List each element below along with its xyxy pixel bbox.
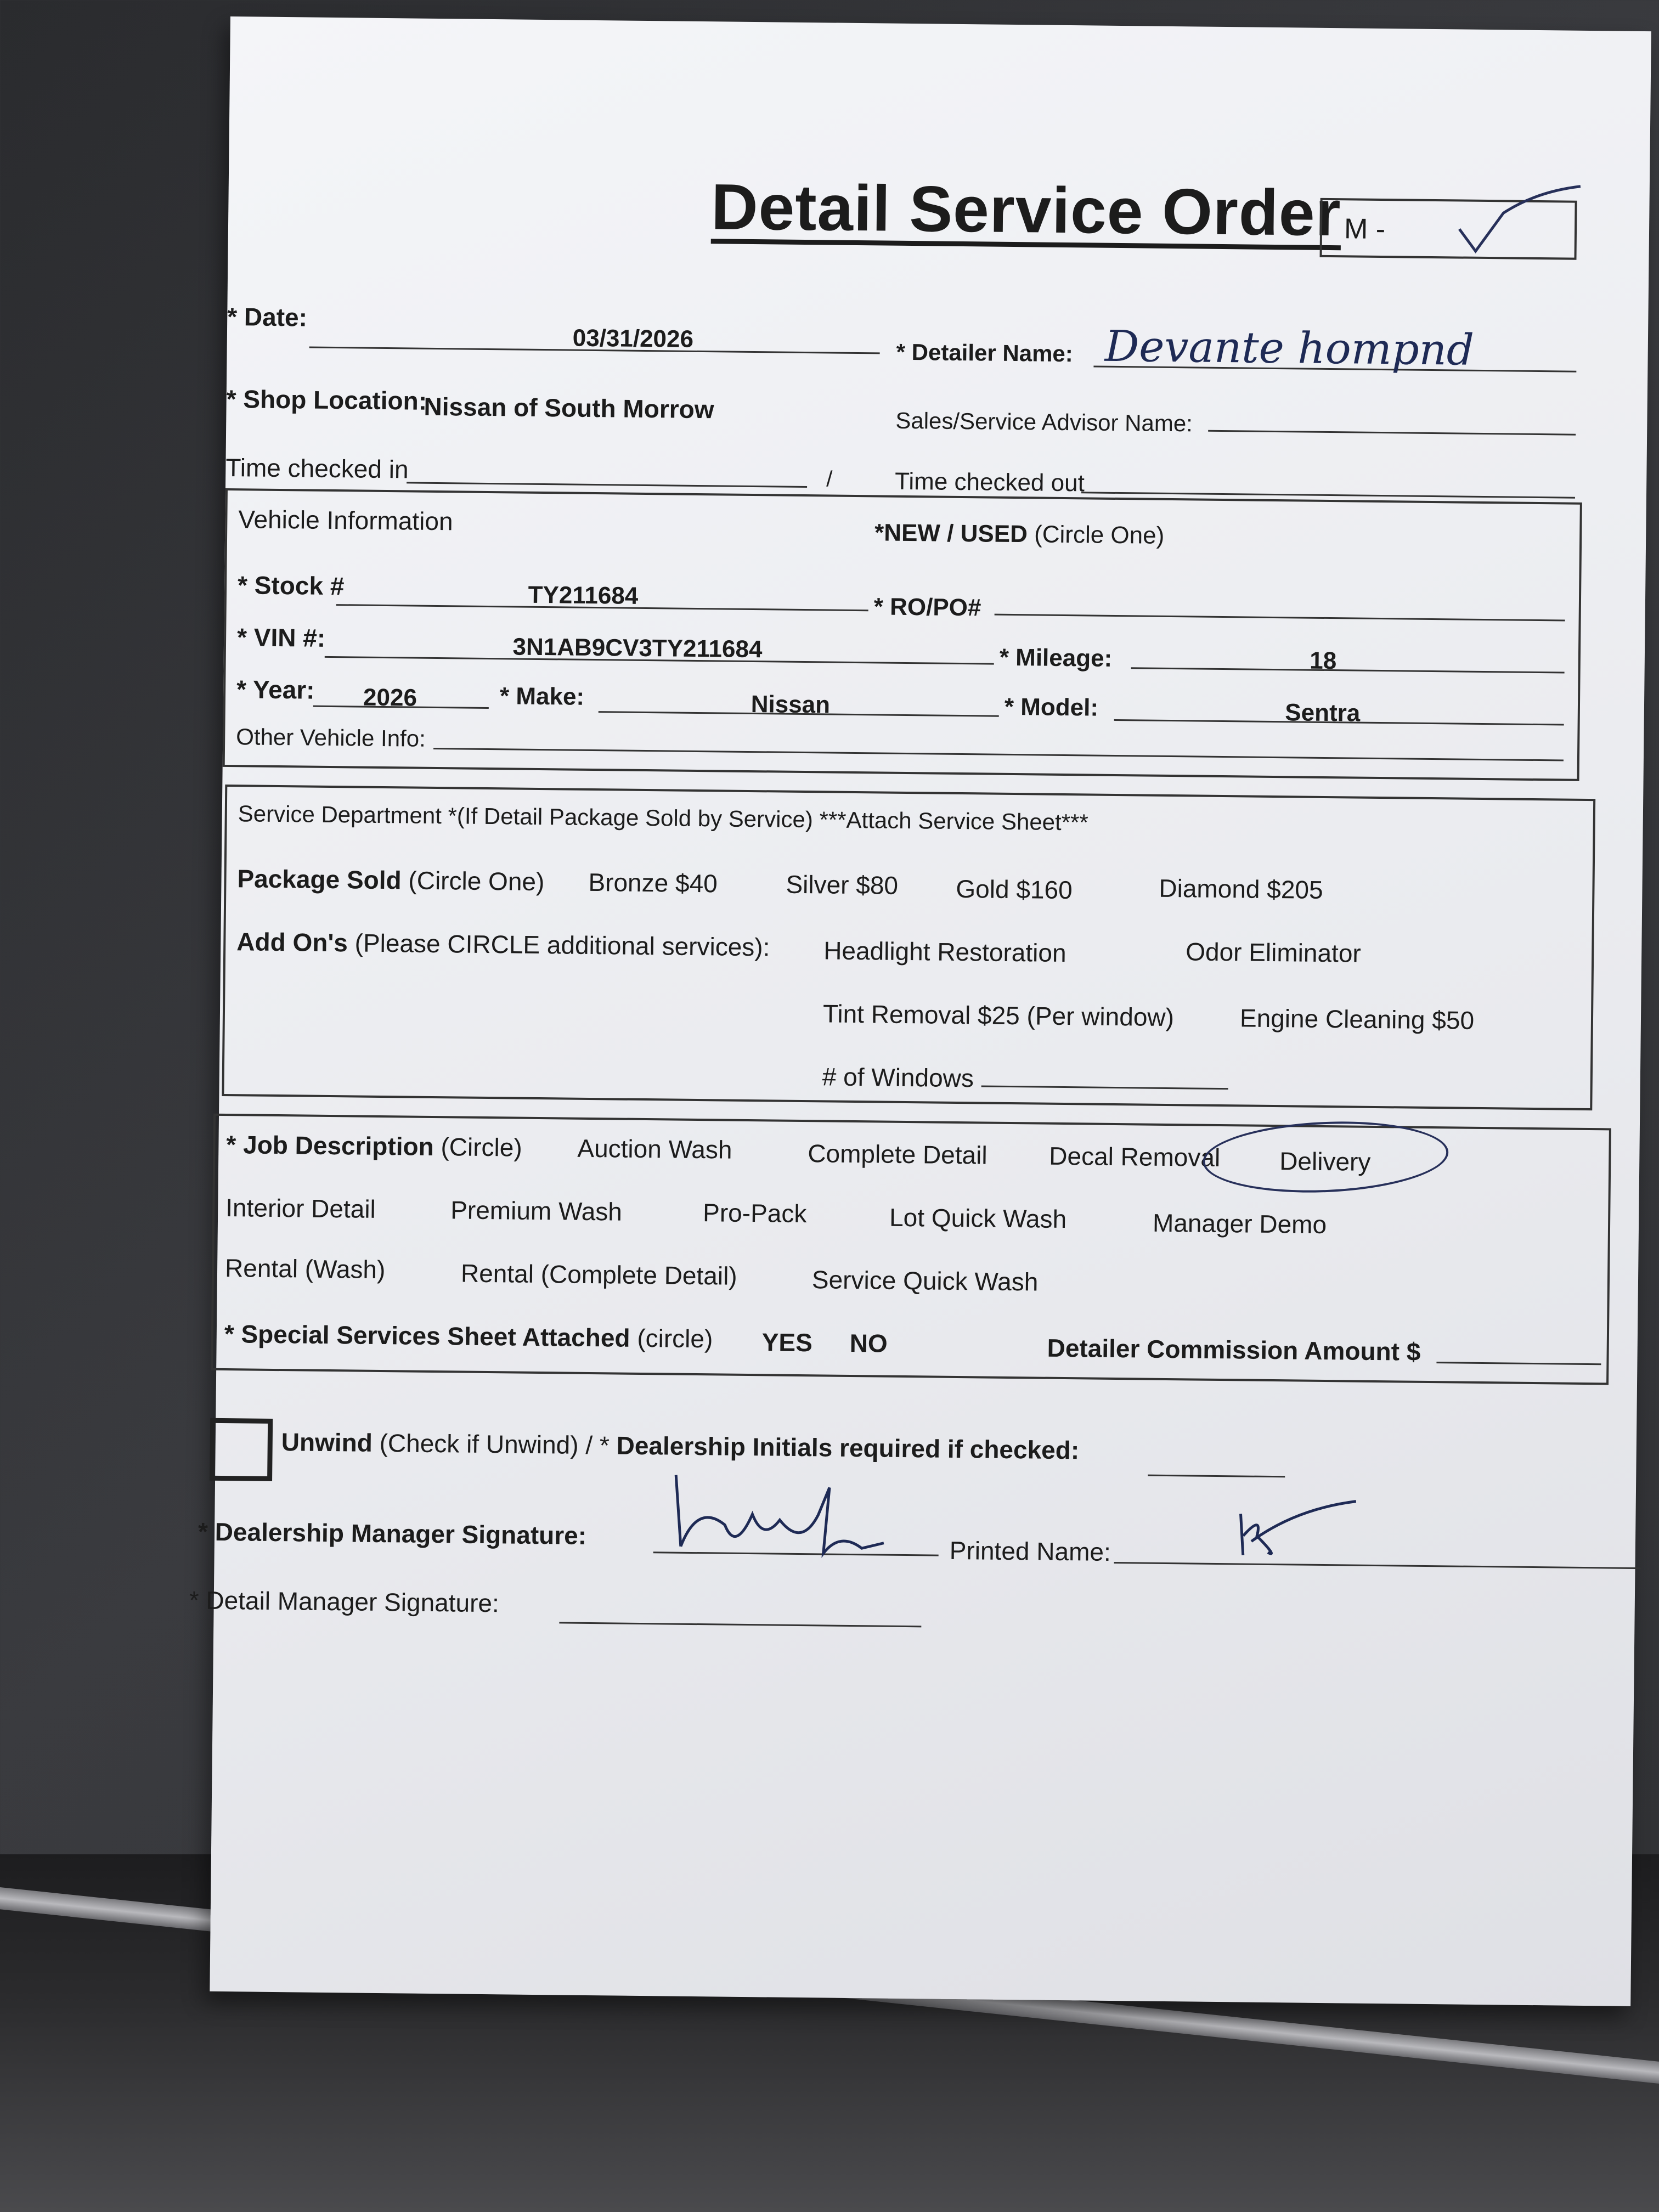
add-ons-field [236,927,770,962]
job-auction-wash[interactable]: Auction Wash [577,1133,732,1164]
stock-value[interactable]: TY211684 [528,581,639,610]
package-diamond[interactable]: Diamond $205 [1159,873,1323,904]
new-used-label: *NEW / USED [874,519,1028,548]
job-rental-complete-detail[interactable]: Rental (Complete Detail) [460,1259,737,1290]
addon-odor-eliminator[interactable]: Odor Eliminator [1185,937,1362,968]
special-services-field [224,1319,713,1353]
job-delivery[interactable]: Delivery [1279,1147,1371,1176]
service-order-sheet [189,16,1651,2006]
new-used-note: (Circle One) [1034,521,1165,549]
job-pro-pack[interactable]: Pro-Pack [702,1198,807,1228]
add-ons-label: Add On's [236,927,348,957]
special-services-label: * Special Services Sheet Attached [224,1319,630,1352]
job-complete-detail[interactable]: Complete Detail [808,1139,988,1170]
initials-line[interactable] [1148,1475,1285,1478]
package-silver[interactable]: Silver $80 [786,870,899,900]
unwind-field [281,1427,1080,1465]
date-label: * Date: [227,302,308,332]
model-label: * Model: [1004,693,1099,721]
vehicle-section-label: Vehicle Information [238,505,453,536]
time-slash: / [826,467,833,492]
year-label: * Year: [236,675,315,704]
ro-po-line[interactable] [995,614,1565,622]
model-value[interactable]: Sentra [1285,699,1361,727]
other-info-line[interactable] [433,748,1564,761]
shop-location-label: * Shop Location: [226,384,427,415]
commission-label: Detailer Commission Amount $ [1047,1333,1421,1366]
make-value[interactable]: Nissan [751,691,831,719]
form-title: Detail Service Order [710,171,1342,250]
unwind-checkbox[interactable] [210,1418,273,1481]
m-number-box [1320,198,1577,260]
add-ons-note: (Please CIRCLE additional services): [354,928,770,962]
detailer-name-label: * Detailer Name: [896,338,1074,367]
new-used-field[interactable] [874,519,1165,550]
stock-label: * Stock # [237,571,345,601]
vehicle-information-box [223,488,1582,781]
advisor-name-line[interactable] [1208,430,1576,436]
time-in-label: Time checked in [225,453,409,484]
job-rental-wash[interactable]: Rental (Wash) [224,1254,386,1284]
detail-manager-signature-label: * Detail Manager Signature: [189,1585,500,1618]
printed-name-scribble [1229,1497,1362,1565]
advisor-name-label: Sales/Service Advisor Name: [895,407,1193,437]
manager-signature-label: * Dealership Manager Signature: [198,1517,587,1550]
checkmark-scribble [1454,179,1586,258]
special-services-note: (circle) [637,1323,713,1353]
unwind-note: (Check if Unwind) / * [379,1428,610,1460]
special-services-yes[interactable]: YES [761,1328,813,1357]
detail-manager-signature-line[interactable] [559,1622,921,1627]
date-value[interactable]: 03/31/2026 [572,324,694,353]
package-sold-label: Package Sold [237,864,402,895]
special-services-no[interactable]: NO [849,1328,888,1358]
job-description-box [211,1114,1611,1385]
job-description-label: * Job Description [226,1130,435,1161]
mileage-value[interactable]: 18 [1310,647,1337,675]
job-decal-removal[interactable]: Decal Removal [1049,1141,1221,1172]
ro-po-label: * RO/PO# [873,593,981,622]
addon-engine-cleaning[interactable]: Engine Cleaning $50 [1239,1003,1475,1035]
service-header: Service Department *(If Detail Package Sold by Service) ***Attach Service Sheet*** [238,800,1089,836]
shop-location-value[interactable]: Nissan of South Morrow [424,392,714,424]
vin-value[interactable]: 3N1AB9CV3TY211684 [512,633,763,663]
job-lot-quick-wash[interactable]: Lot Quick Wash [889,1203,1067,1234]
time-in-line[interactable] [407,482,807,488]
time-out-label: Time checked out [894,467,1085,497]
package-gold[interactable]: Gold $160 [956,874,1073,905]
job-manager-demo[interactable]: Manager Demo [1152,1208,1327,1239]
make-label: * Make: [499,682,585,710]
job-service-quick-wash[interactable]: Service Quick Wash [811,1265,1039,1296]
unwind-label: Unwind [281,1427,373,1457]
job-description-note: (Circle) [441,1132,522,1162]
package-sold-note: (Circle One) [408,866,545,896]
job-description-field [226,1130,522,1163]
windows-label: # of Windows [822,1062,974,1093]
m-number-label: M - [1344,213,1386,246]
package-sold-field [237,864,544,896]
mileage-label: * Mileage: [999,644,1113,672]
windows-line[interactable] [981,1085,1228,1090]
printed-name-label: Printed Name: [949,1536,1111,1566]
service-department-box [222,785,1595,1110]
job-interior-detail[interactable]: Interior Detail [225,1193,376,1223]
addon-tint-removal[interactable]: Tint Removal $25 (Per window) [822,999,1175,1032]
job-premium-wash[interactable]: Premium Wash [450,1195,623,1226]
detailer-name-handwriting[interactable]: Devante hompnd [1104,321,1475,375]
year-value[interactable]: 2026 [363,684,417,712]
addon-headlight-restoration[interactable]: Headlight Restoration [823,936,1066,968]
commission-line[interactable] [1436,1362,1601,1365]
vin-label: * VIN #: [236,623,326,652]
printed-name-line[interactable] [1114,1562,1641,1569]
initials-label: Dealership Initials required if checked: [616,1431,1080,1465]
package-bronze[interactable]: Bronze $40 [588,867,718,898]
delivery-circle-mark [1201,1117,1450,1198]
other-info-label: Other Vehicle Info: [236,724,426,752]
manager-signature-scribble [664,1464,896,1565]
